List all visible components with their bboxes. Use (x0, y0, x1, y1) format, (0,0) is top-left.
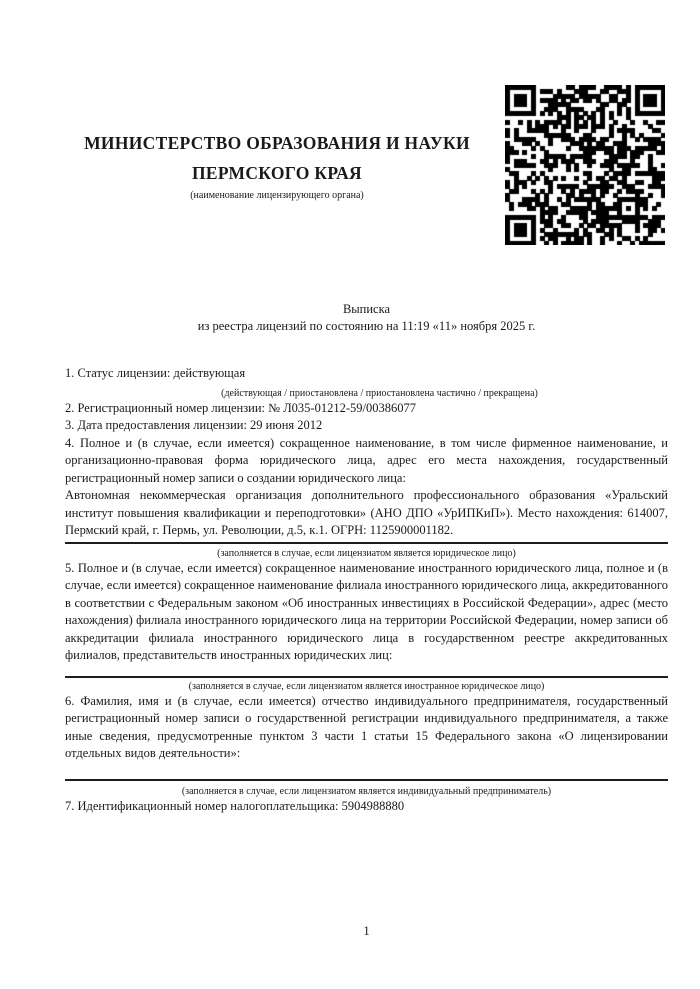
foreign-entity-heading: 5. Полное и (в случае, если имеется) сокращенное наименование иностранного юридического лица, полное и (в случае, если имеется) сокращенное наименование филиала иностранного юридического лица, аккредитованного в соответствии с Федеральным законом «Об иностранных инвестициях в Российской Федерации», адрес (место нахождения) филиала иностранного юридического лица на территории Российской Федерации, номер записи об аккредитации филиала иностранного юридического лица в государственном реестре аккредитованных филиалов, представительств иностранных юридических лиц: (65, 560, 668, 662)
foreign-entity-caption: (заполняется в случае, если лицензиатом является иностранное юридическое лицо) (188, 680, 545, 692)
status-options-caption: (действующая / приостановлена / приостановлена частично / прекращена) (221, 387, 538, 399)
inn-line: 7. Идентификационный номер налогоплательщика: 5904988880 (65, 798, 405, 813)
extract-title (65, 301, 668, 334)
qr-code-icon (505, 85, 665, 245)
legal-entity-caption: (заполняется в случае, если лицензиатом является юридическое лицо) (217, 547, 516, 559)
extract-title-line1: Выписка (342, 302, 391, 316)
grant-date-line: 3. Дата предоставления лицензии: 29 июня 2012 (65, 418, 323, 432)
entrepreneur-caption: (заполняется в случае, если лицензиатом является индивидуальный предприниматель) (181, 785, 552, 797)
extract-title-date-line: из реестра лицензий по состоянию на 11:19 «11» ноября 2025 г. (197, 318, 536, 333)
entrepreneur-blank-line (65, 779, 668, 781)
legal-entity-heading: 4. Полное и (в случае, если имеется) сокращенное наименование, в том числе фирменное наименование, и организационно-правовая форма юридического лица, адрес его места нахождения, государственный регистрационный номер записи о создании юридического лица: (65, 435, 668, 485)
license-status-line: 1. Статус лицензии: действующая (65, 366, 246, 380)
foreign-entity-blank-line (65, 676, 668, 678)
entrepreneur-heading: 6. Фамилия, имя и (в случае, если имеется) отчество индивидуального предпринимателя, государственный регистрационный номер записи о государственной регистрации индивидуального предпринимателя, а также иные сведения, предусмотренные пунктом 3 части 1 статьи 15 Федерального закона «О лицензировании отдельных видов деятельности»: (65, 693, 668, 760)
ministry-name-line2: ПЕРМСКОГО КРАЯ (192, 163, 362, 183)
registration-number-line: 2. Регистрационный номер лицензии: № Л035-01212-59/00386077 (65, 400, 416, 415)
extract-body (65, 365, 668, 815)
page-number: 1 (363, 924, 370, 938)
licensing-authority-caption: (наименование лицензирующего органа) (190, 190, 364, 201)
ministry-name-line1: МИНИСТЕРСТВО ОБРАЗОВАНИЯ И НАУКИ (84, 133, 470, 153)
ministry-name (65, 128, 489, 188)
legal-entity-value: Автономная некоммерческая организация дополнительного профессионального образования «Уральский институт повышения квалификации и переподготовки» (АНО ДПО «УрИПКиП»). Место нахождения: 614007, Пермский край, г. Пермь, ул. Революции, д.5, к.1. ОГРН: 1125900001182. (65, 488, 668, 537)
licensing-authority-header (65, 128, 489, 202)
legal-entity-blank-line (65, 542, 668, 544)
